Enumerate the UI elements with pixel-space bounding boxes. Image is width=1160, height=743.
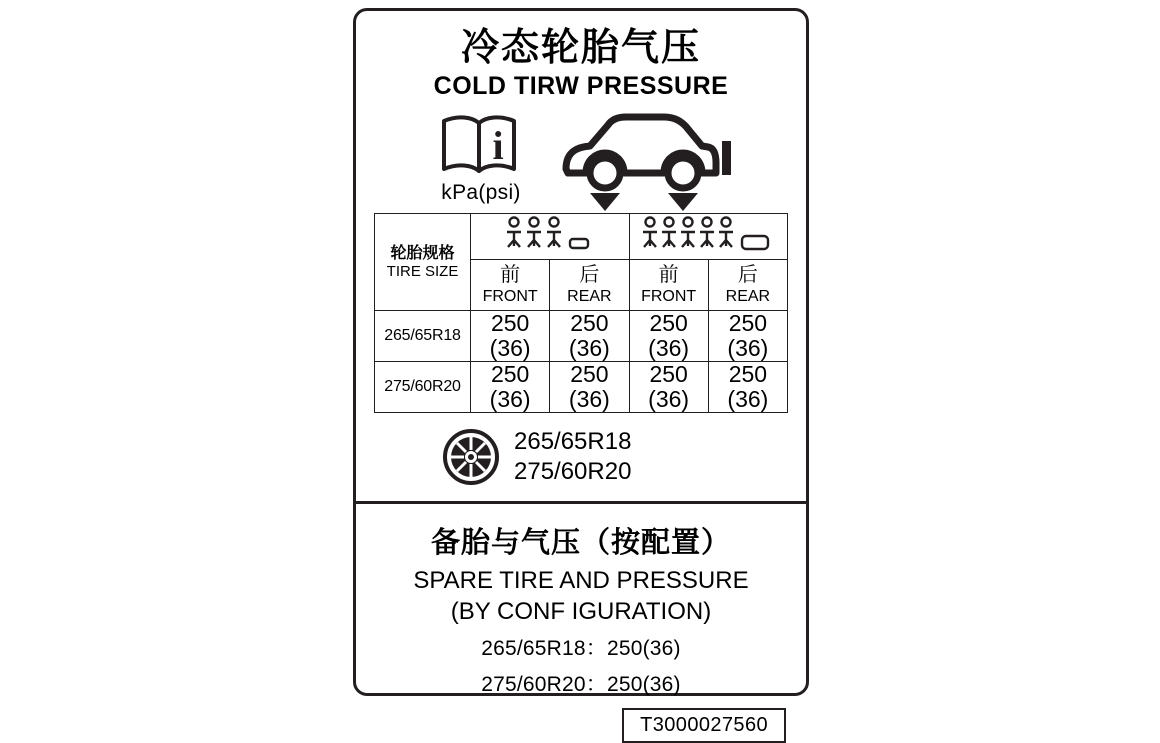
wheel-sizes-list <box>514 427 631 487</box>
pressure-cell: 250 (36) <box>708 361 787 412</box>
column-header-front-2: 前 FRONT <box>629 259 708 310</box>
part-number: T3000027560 <box>622 708 786 743</box>
pressure-cell: 250 (36) <box>550 361 629 412</box>
wheel-size-item: 275/60R20 <box>514 457 632 485</box>
pressure-unit-label: kPa(psi) <box>441 180 521 204</box>
wheel-icon <box>442 428 500 486</box>
tire-size-header: 轮胎规格 TIRE SIZE <box>375 213 471 310</box>
svg-text:i: i <box>492 122 504 168</box>
table-row <box>375 361 788 412</box>
pressure-cell: 250 (36) <box>471 310 550 361</box>
wheel-size-row <box>442 427 806 487</box>
spare-entry: 275/60R20：250(36) <box>481 672 681 696</box>
pressure-cell: 250 (36) <box>629 361 708 412</box>
pressure-cell: 250 (36) <box>550 310 629 361</box>
spare-entry: 265/65R18：250(36) <box>481 636 681 660</box>
page-title-cn: 冷态轮胎气压 <box>460 25 701 69</box>
three-occupants-icon <box>500 214 600 254</box>
row-tire-size: 265/65R18 <box>375 310 471 361</box>
page-title-en: COLD TIRW PRESSURE <box>433 71 729 100</box>
pressure-table-wrap <box>374 213 788 413</box>
tire-pressure-placard <box>353 8 809 736</box>
table-occupancy-row <box>375 213 788 259</box>
pressure-cell: 250 (36) <box>708 310 787 361</box>
row-tire-size: 275/60R20 <box>375 361 471 412</box>
spare-title-en-line2: (BY CONF IGURATION) <box>450 597 712 625</box>
spare-title-en-line1: SPARE TIRE AND PRESSURE <box>413 566 749 594</box>
pressure-cell: 250 (36) <box>471 361 550 412</box>
wheel-size-item: 265/65R18 <box>514 427 632 455</box>
pressure-cell: 250 (36) <box>629 310 708 361</box>
car-side-icon <box>556 107 736 215</box>
vehicle-icon-block <box>556 107 736 220</box>
part-number-wrap <box>356 708 786 743</box>
section-divider <box>356 501 806 504</box>
column-header-front-1: 前 FRONT <box>471 259 550 310</box>
occupancy-group-1-icon <box>471 213 630 259</box>
icon-row <box>356 111 806 211</box>
occupancy-group-2-icon <box>629 213 788 259</box>
column-header-rear-1: 后 REAR <box>550 259 629 310</box>
five-occupants-icon <box>638 214 778 254</box>
spare-title-cn: 备胎与气压（按配置） <box>430 524 731 559</box>
manual-reference-block <box>416 111 546 205</box>
table-row <box>375 310 788 361</box>
column-header-rear-2: 后 REAR <box>708 259 787 310</box>
owners-manual-icon <box>438 111 524 179</box>
pressure-table <box>374 213 788 413</box>
